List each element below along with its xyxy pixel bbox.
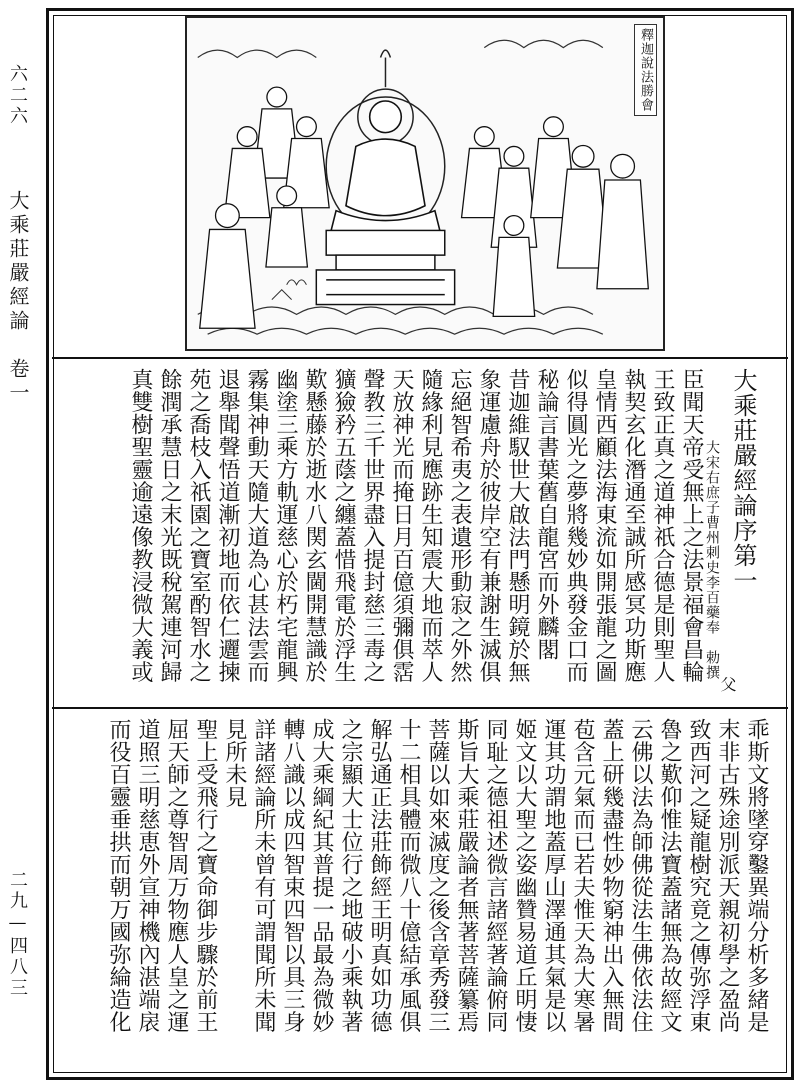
body-text-column: 魯之歎仰惟法寶蓋諸無為故經文	[657, 718, 682, 1033]
preface-text-panel	[95, 368, 758, 698]
section-divider-top	[52, 357, 788, 359]
body-text-column: 屈天師之尊智周万物應人皇之運	[164, 718, 189, 1033]
preface-text-column: 王致正真之道神祇合德是則聖人	[650, 368, 675, 683]
body-text-column: 菩薩以如來滅度之後含章秀發三	[425, 718, 450, 1033]
preface-author-line: 大宋右庶子曹州刺史李百藥奉 勅撰	[704, 440, 720, 680]
body-text-column: 而役百靈垂拱而朝万國弥綸造化	[106, 718, 131, 1033]
body-text-column: 聖上受飛行之寶命御步驟於前王	[193, 718, 218, 1033]
body-text-column: 致西河之疑龍樹究竟之傳弥浮東	[686, 718, 711, 1033]
section-divider-bottom	[52, 707, 788, 709]
preface-text-column: 臣聞天帝受無上之法景福會昌輪	[679, 368, 704, 683]
preface-text-column: 昔迦維馭世大啟法門懸明鏡於無	[505, 368, 530, 683]
buddha-preaching-scene-icon	[187, 18, 663, 349]
preface-text-column: 執契玄化潛通至誠所感冥功斯應	[621, 368, 646, 683]
body-text-column: 詳諸經論所未曾有可謂聞所未聞	[251, 718, 276, 1033]
frontispiece-illustration	[185, 16, 665, 351]
body-text-column: 蓋上研幾盡性妙物窮神出入無間	[599, 718, 624, 1033]
body-text-panel	[85, 718, 771, 1068]
body-text-column: 乖斯文將墜穿鑿異端分析多緒是	[744, 718, 769, 1033]
body-text-column: 末非古殊途別派天親初學之盈尚	[715, 718, 740, 1033]
body-text-column: 斯旨大乘莊嚴論者無著菩薩纂焉	[454, 718, 479, 1033]
body-text-column: 轉八識以成四智束四智以具三身	[280, 718, 305, 1033]
body-text-column: 之宗顯大士位行之地破小乘執著	[338, 718, 363, 1033]
body-text-column: 成大乘綱紀其普提一品最為微妙	[309, 718, 334, 1033]
body-text-column: 十二相具體而微八十億結承風俱	[396, 718, 421, 1033]
illustration-caption: 釋迦說法勝會	[634, 24, 657, 116]
preface-text-column: 聲教三千世界盡入提封慈三毒之	[360, 368, 385, 683]
preface-text-column: 退舉聞聲悟道漸初地而依仁邐揀	[215, 368, 240, 683]
preface-mark: 父	[718, 676, 737, 692]
preface-text-column: 象運慮舟於彼岸空有兼謝生滅俱	[476, 368, 501, 683]
preface-text-column: 忘絕智希夷之表遺形動寂之外然	[447, 368, 472, 683]
preface-text-column: 霧集神動天隨大道為心甚法雲而	[244, 368, 269, 683]
preface-text-column: 皇情西顧法海東流如開張龍之圖	[592, 368, 617, 683]
page-number-label: 六二六	[7, 64, 28, 127]
scripture-title-label: 大乘莊嚴經論 卷一	[6, 190, 30, 406]
body-text-column: 道照三明慈恵外宣神機內湛端扆	[135, 718, 160, 1033]
preface-text-column: 獷獫矜五蔭之纏蓋惜飛電於浮生	[331, 368, 356, 683]
preface-text-column: 餘潤承慧日之末光既稅駕連河歸	[157, 368, 182, 683]
preface-text-column: 幽塗三乘方軌運慈心於朽宅龍興	[273, 368, 298, 683]
body-text-column: 同耻之德祖述微言諸經著論俯同	[483, 718, 508, 1033]
preface-text-column: 天放神光而掩日月百億須彌俱霑	[389, 368, 414, 683]
body-text-column: 姬文以大聖之姿幽贊易道丘明悽	[512, 718, 537, 1033]
preface-text-column: 歎懸藤於逝水八関玄閫開慧識於	[302, 368, 327, 683]
preface-text-column: 似得圓光之夢將幾妙典發金口而	[563, 368, 588, 683]
volume-page-label: 二九—四八三	[7, 870, 28, 999]
body-text-column: 運其功謂地蓋厚山澤通其氣是以	[541, 718, 566, 1033]
preface-title: 大乘莊嚴經論序第一	[729, 368, 757, 593]
preface-text-column: 隨緣利見應跡生知震大地而萃人	[418, 368, 443, 683]
body-text-column: 云佛以法為師佛從法生佛依法住	[628, 718, 653, 1033]
body-text-column: 解弘通正法莊飾經王明真如功德	[367, 718, 392, 1033]
body-text-column: 見所未見	[222, 718, 247, 808]
body-text-column: 苞含元氣而已若夫惟天為大寒暑	[570, 718, 595, 1033]
preface-text-column: 秘論言書葉舊自龍宮而外麟閣	[534, 368, 559, 661]
preface-text-column: 苑之喬枝入祇園之寶室酌智水之	[186, 368, 211, 683]
preface-text-column: 真雙樹聖靈逾遠像教浸微大義或	[128, 368, 153, 683]
